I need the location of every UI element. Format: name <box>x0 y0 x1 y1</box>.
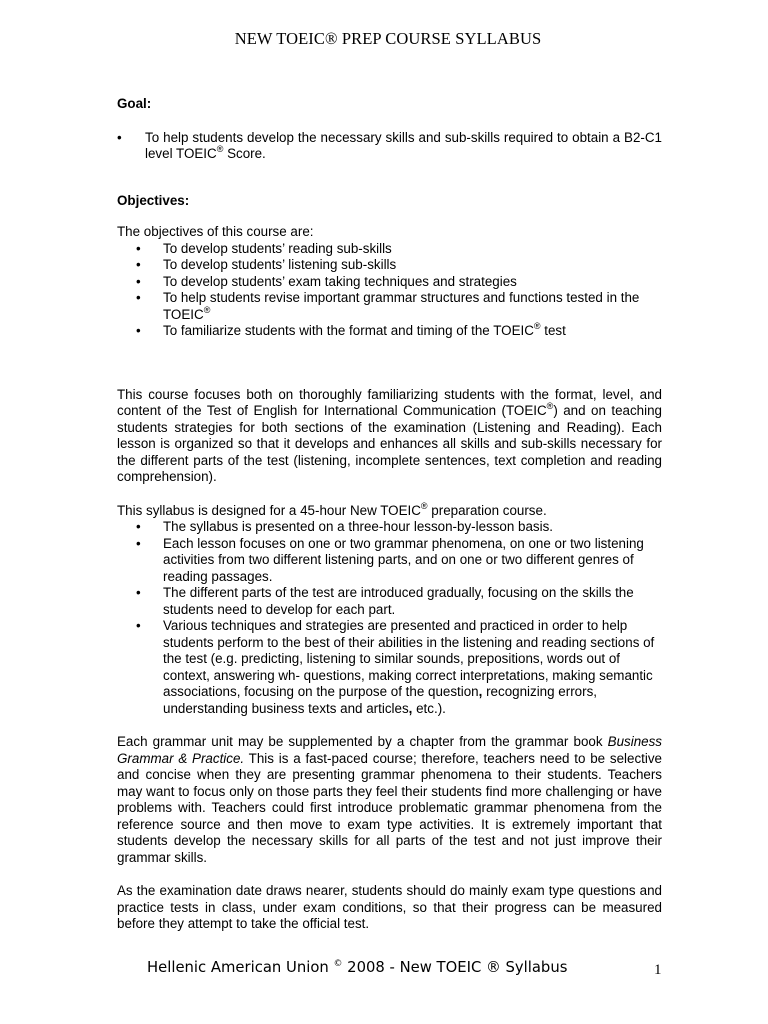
page-title: NEW TOEIC® PREP COURSE SYLLABUS <box>234 29 542 48</box>
list-item: • To develop students’ reading sub-skills <box>117 241 662 258</box>
goal-item <box>117 130 662 163</box>
registered-mark: ® <box>533 321 541 331</box>
syllabus-design-intro <box>117 500 662 520</box>
focus-text-tail: ) and on teaching students strategies for both sections of the examination (Listening and Reading). Each lesson is organized so that it develops and enhances all skills and sub-skills necessary for the different parts of the test (listening, incomplete sentences, text completion and reading comprehension). <box>117 403 662 484</box>
objective-text: To familiarize students with the format and timing of the TOEIC <box>163 323 534 338</box>
goal-text: To help students develop the necessary skills and sub-skills required to obtain a B2-C1 level TOEIC <box>145 129 662 161</box>
goal-text-tail: Score. <box>223 146 266 161</box>
registered-mark: ® <box>203 304 211 315</box>
registered-mark: ® <box>420 500 428 511</box>
list-item: • The syllabus is presented on a three-hour lesson-by-lesson basis. <box>117 519 662 536</box>
syllabus-body <box>117 96 662 933</box>
footer-text-tail: 2008 - New TOEIC ® Syllabus <box>342 959 568 976</box>
list-item: • To develop students’ exam taking techniques and strategies <box>117 274 662 291</box>
goal-list <box>117 130 662 163</box>
grammar-text-tail: This is a fast-paced course; therefore, teachers need to be selective and concise when they are presenting grammar phenomena to their students. Teachers may want to focus only on those parts they feel their students find more challenging or have problems with. Teachers could first introduce problematic grammar phenomena from the reference source and then move to exam type activities. It is extremely important that students develop the necessary skills for all parts of the test and not just improve their grammar skills. <box>117 750 662 865</box>
grammar-paragraph <box>117 734 662 866</box>
registered-mark: ® <box>216 144 224 154</box>
page-footer <box>147 960 567 977</box>
list-item: • Each lesson focuses on one or two grammar phenomena, on one or two listening activities from two different listening parts, and on one or two different genres of reading passages. <box>117 536 662 586</box>
list-item: • The different parts of the test are introduced gradually, focusing on the skills the students need to develop for each part. <box>117 585 662 618</box>
objective-text-tail: test <box>540 323 566 338</box>
book-title: Business Grammar & Practice. <box>117 734 662 766</box>
focus-text: This course focuses both on thoroughly familiarizing students with the format, level, and content of the Test of English for International Communication (TOEIC <box>117 386 662 418</box>
objectives-list <box>117 241 662 340</box>
objective-text: To help students revise important grammar structures and functions tested in the TOEIC <box>163 290 640 322</box>
objectives-heading: Objectives: <box>117 192 190 208</box>
objectives-intro: The objectives of this course are: <box>117 224 314 239</box>
page-number: 1 <box>654 962 662 978</box>
bold-comma: , <box>478 684 483 699</box>
list-item <box>117 290 662 323</box>
design-text: This syllabus is designed for a 45-hour New TOEIC <box>117 502 421 518</box>
techniques-text: Various techniques and strategies are presented and practiced in order to help students perform to the best of their abilities in the listening and reading sections of the test (e.g. predicting, listening to similar sounds, prepositions, words out of context, answering wh- questions, making correct interpretations, making semantic associations, focusing on the purpose of the question <box>163 618 655 699</box>
list-item <box>117 618 662 717</box>
bold-comma: , <box>408 700 413 716</box>
course-focus-paragraph <box>117 387 662 486</box>
goal-heading: Goal: <box>117 96 152 111</box>
grammar-text: Each grammar unit may be supplemented by a chapter from the grammar book <box>117 734 608 749</box>
registered-mark: ® <box>546 401 554 411</box>
syllabus-design-list <box>117 519 662 717</box>
techniques-text-continued: recognizing errors, understanding business texts and articles <box>163 684 597 716</box>
copyright-mark: © <box>333 959 343 969</box>
list-item <box>117 323 662 340</box>
techniques-text-end: etc.). <box>412 700 446 716</box>
closing-paragraph: As the examination date draws nearer, students should do mainly exam type questions and practice tests in class, under exam conditions, so that their progress can be measured before they attempt to take the official test. <box>117 883 662 931</box>
list-item: • To develop students’ listening sub-skills <box>117 257 662 274</box>
design-text-tail: preparation course. <box>427 502 547 518</box>
footer-text: Hellenic American Union <box>147 959 334 976</box>
